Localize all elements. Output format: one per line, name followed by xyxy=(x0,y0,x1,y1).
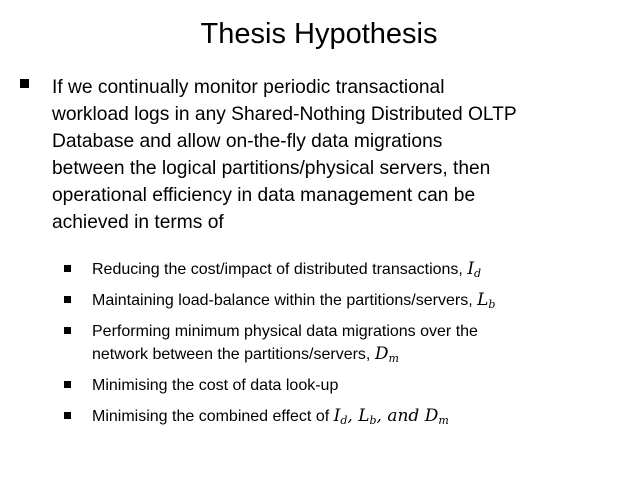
main-bullet-line: If we continually monitor periodic transactional xyxy=(52,77,445,98)
sub-bullet-item xyxy=(64,289,624,312)
math-symbol: $D_m$ xyxy=(374,344,399,365)
main-bullet-line: between the logical partitions/physical servers, then xyxy=(52,158,491,179)
main-bullet-text xyxy=(52,74,620,236)
square-bullet-icon xyxy=(64,412,71,419)
sub-bullet-list xyxy=(64,258,624,428)
sub-bullet-item xyxy=(64,374,624,397)
main-bullet-line: workload logs in any Shared-Nothing Distributed OLTP xyxy=(52,104,517,125)
main-bullet-line: achieved in terms of xyxy=(52,212,224,233)
main-bullet xyxy=(20,74,620,236)
sub-bullet-text: Minimising the combined effect of xyxy=(92,408,334,425)
math-symbol: $I_d$ xyxy=(467,259,482,280)
sub-bullet-item xyxy=(64,405,624,428)
sub-bullet-text: Reducing the cost/impact of distributed transactions, xyxy=(92,261,468,278)
slide-title: Thesis Hypothesis xyxy=(200,18,438,50)
main-bullet-line: operational efficiency in data management can be xyxy=(52,185,476,206)
square-bullet-icon xyxy=(64,296,71,303)
sub-bullet-text: network between the partitions/servers, xyxy=(92,346,375,363)
main-bullet-line: Database and allow on-the-fly data migrations xyxy=(52,131,443,152)
square-bullet-icon xyxy=(64,381,71,388)
sub-bullet-text: Minimising the cost of data look-up xyxy=(92,377,339,394)
sub-bullet-text: Maintaining load-balance within the partitions/servers, xyxy=(92,292,478,309)
square-bullet-icon xyxy=(64,327,71,334)
sub-bullet-item xyxy=(64,320,624,366)
math-symbol-group: $I_d$, $L_b$, and $D_m$ xyxy=(333,406,449,427)
square-bullet-icon xyxy=(64,265,71,272)
sub-bullet-item xyxy=(64,258,624,281)
math-symbol: $L_b$ xyxy=(477,290,496,311)
square-bullet-icon xyxy=(20,79,29,88)
sub-bullet-text: Performing minimum physical data migrations over the xyxy=(92,323,478,340)
